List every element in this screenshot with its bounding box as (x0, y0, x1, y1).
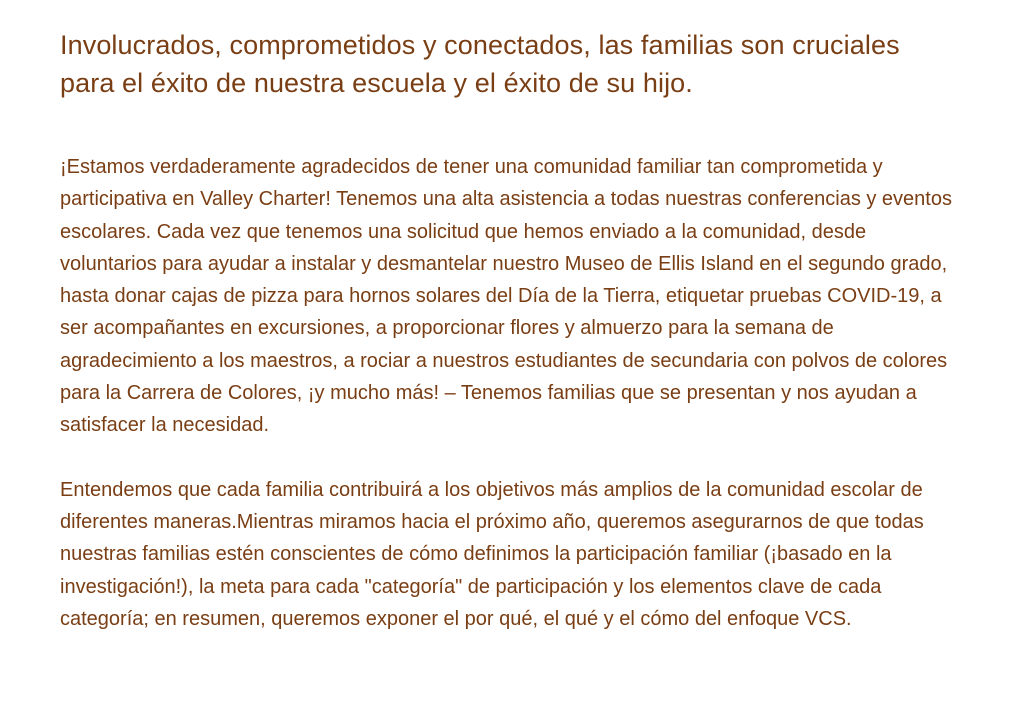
section-heading: Involucrados, comprometidos y conectados, las familias son cruciales para el éxito de nuestra escuela y el éxito de su hijo. (60, 30, 900, 98)
article-content (60, 26, 960, 635)
paragraph-participation: Entendemos que cada familia contribuirá a los objetivos más amplios de la comunidad escolar de diferentes maneras.Mientras miramos hacia el próximo año, queremos asegurarnos de que todas nuestras familias estén conscientes de cómo definimos la participación familiar (¡basado en la investigación!), la meta para cada "categoría" de participación y los elementos clave de cada categoría; en resumen, queremos exponer el por qué, el qué y el cómo del enfoque VCS. (60, 478, 924, 630)
paragraph-gratitude: ¡Estamos verdaderamente agradecidos de tener una comunidad familiar tan comprometida y participativa en Valley Charter! Tenemos una alta asistencia a todas nuestras conferencias y eventos escolares. Cada vez que tenemos una solicitud que hemos enviado a la comunidad, desde voluntarios para ayudar a instalar y desmantelar nuestro Museo de Ellis Island en el segundo grado, hasta donar cajas de pizza para hornos solares del Día de la Tierra, etiquetar pruebas COVID-19, a ser acompañantes en excursiones, a proporcionar flores y almuerzo para la semana de agradecimiento a los maestros, a rociar a nuestros estudiantes de secundaria con polvos de colores para la Carrera de Colores, ¡y mucho más! – Tenemos familias que se presentan y nos ayudan a satisfacer la necesidad. (60, 156, 952, 437)
